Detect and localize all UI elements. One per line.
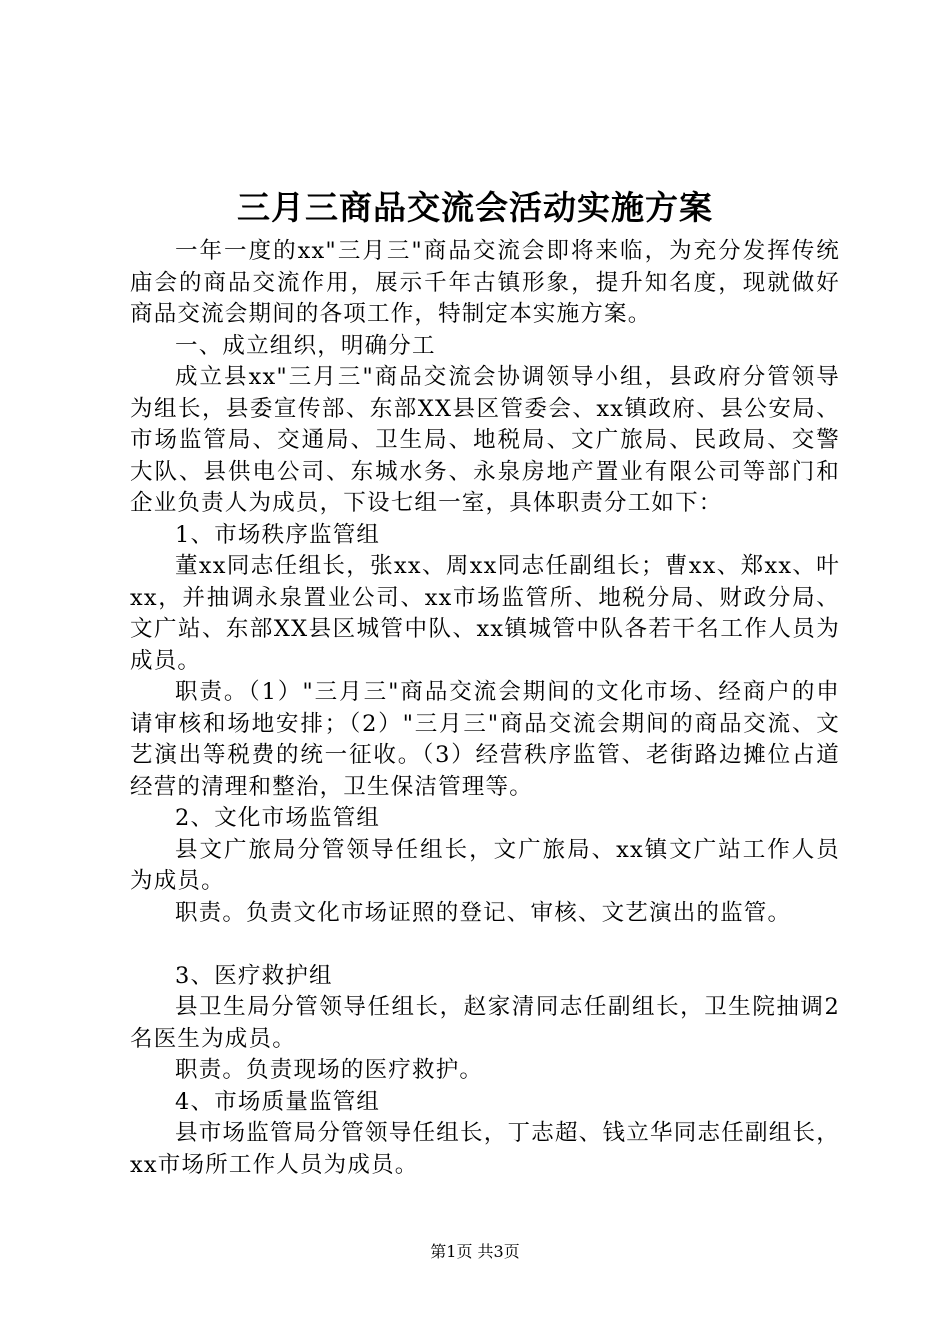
document-title: 三月三商品交流会活动实施方案 (237, 188, 713, 227)
blank-line (130, 929, 840, 961)
body-paragraph: 职责。（1）"三月三"商品交流会期间的文化市场、经商户的申请审核和场地安排；（2）"三月三"商品交流会期间的商品交流、文艺演出等税费的统一征收。（3）经营秩序监管、老街路边摊位占道经营的清理和整治，卫生保洁管理等。 (130, 679, 840, 800)
body-paragraph: 职责。负责文化市场证照的登记、审核、文艺演出的监管。 (175, 899, 792, 926)
document-body (130, 236, 840, 1181)
subsection-heading: 1、市场秩序监管组 (175, 521, 381, 548)
body-paragraph: 县市场监管局分管领导任组长，丁志超、钱立华同志任副组长，xx市场所工作人员为成员。 (130, 1120, 840, 1178)
body-paragraph: 县文广旅局分管领导任组长，文广旅局、xx镇文广站工作人员为成员。 (130, 836, 840, 894)
body-paragraph: 董xx同志任组长，张xx、周xx同志任副组长；曹xx、郑xx、叶xx，并抽调永泉置业公司、xx市场监管所、地税分局、财政分局、文广站、东部XX县区城管中队、xx镇城管中队各若干名工作人员为成员。 (130, 553, 840, 674)
body-paragraph: 县卫生局分管领导任组长，赵家清同志任副组长，卫生院抽调2名医生为成员。 (130, 994, 840, 1052)
subsection-heading: 2、文化市场监管组 (175, 805, 381, 831)
subsection-heading: 3、医疗救护组 (175, 962, 333, 989)
section-heading: 一、成立组织，明确分工 (175, 332, 436, 359)
intro-paragraph: 一年一度的xx"三月三"商品交流会即将来临，为充分发挥传统庙会的商品交流作用，展示千年古镇形象，提升知名度，现就做好商品交流会期间的各项工作，特制定本实施方案。 (130, 238, 840, 327)
body-paragraph: 成立县xx"三月三"商品交流会协调领导小组，县政府分管领导为组长，县委宣传部、东部XX县区管委会、xx镇政府、县公安局、市场监管局、交通局、卫生局、地税局、文广旅局、民政局、交警大队、县供电公司、东城水务、永泉房地产置业有限公司等部门和企业负责人为成员，下设七组一室，具体职责分工如下： (130, 364, 840, 516)
page-footer: 第1页 共3页 (430, 1242, 520, 1261)
subsection-heading: 4、市场质量监管组 (175, 1088, 381, 1115)
body-paragraph: 职责。负责现场的医疗救护。 (175, 1057, 484, 1083)
